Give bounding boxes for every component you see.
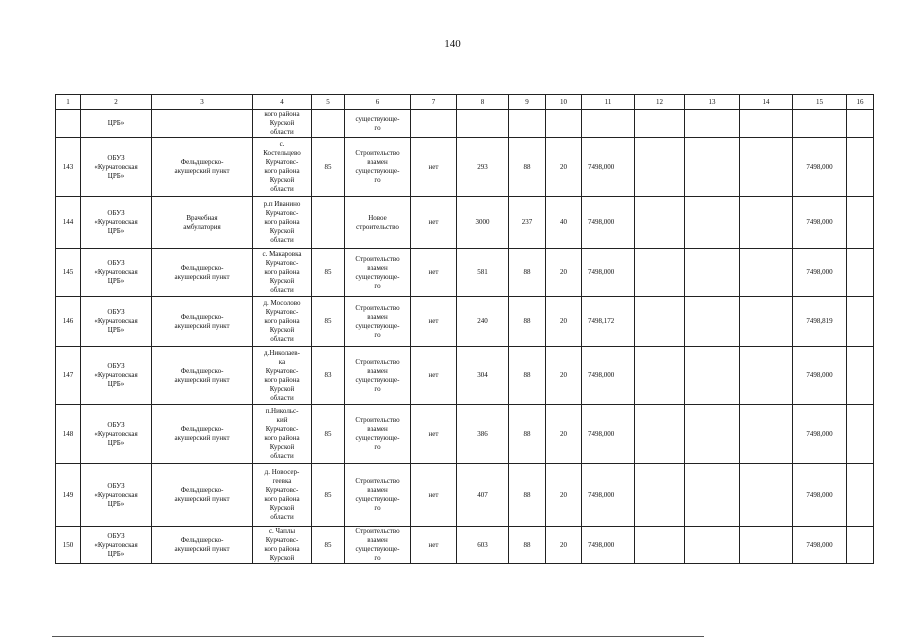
cell-c9: 88 xyxy=(509,464,546,527)
cell-c11: 7498,000 xyxy=(582,464,635,527)
cell-location: кого района Курской области xyxy=(253,110,312,138)
header-cell: 16 xyxy=(847,95,874,110)
cell-facility: Фельдшерско- акушерский пункт xyxy=(152,464,253,527)
table-row xyxy=(56,347,874,405)
cell-c12 xyxy=(635,464,685,527)
header-cell: 15 xyxy=(793,95,847,110)
cell-org: ОБУЗ «Курчатовская ЦРБ» xyxy=(81,297,152,347)
header-row xyxy=(56,95,874,110)
cell-work: Строительство взамен существующе- го xyxy=(345,464,411,527)
header-cell: 4 xyxy=(253,95,312,110)
cell-org: ОБУЗ «Курчатовская ЦРБ» xyxy=(81,197,152,249)
cell-c7: нет xyxy=(411,347,457,405)
cell-org: ОБУЗ «Курчатовская ЦРБ» xyxy=(81,249,152,297)
cell-c8 xyxy=(457,110,509,138)
bottom-rule xyxy=(52,636,704,637)
table-body xyxy=(56,95,874,564)
cell-c15: 7498,819 xyxy=(793,297,847,347)
cell-c12 xyxy=(635,197,685,249)
cell-c7: нет xyxy=(411,527,457,564)
cell-c15: 7498,000 xyxy=(793,527,847,564)
cell-location: п.Никольс- кий Курчатовс- кого района Курской области xyxy=(253,405,312,464)
cell-facility: Фельдшерско- акушерский пункт xyxy=(152,249,253,297)
cell-c5 xyxy=(312,197,345,249)
cell-c15: 7498,000 xyxy=(793,249,847,297)
cell-location: д. Новосер- геевка Курчатовс- кого района Курской области xyxy=(253,464,312,527)
table-row xyxy=(56,249,874,297)
cell-c7: нет xyxy=(411,297,457,347)
cell-c8: 407 xyxy=(457,464,509,527)
cell-c7 xyxy=(411,110,457,138)
cell-work: Строительство взамен существующе- го xyxy=(345,405,411,464)
header-cell: 13 xyxy=(685,95,740,110)
cell-c11: 7498,000 xyxy=(582,138,635,197)
header-cell: 12 xyxy=(635,95,685,110)
cell-c15: 7498,000 xyxy=(793,347,847,405)
cell-location: д.Николаев- ка Курчатовс- кого района Курской области xyxy=(253,347,312,405)
cell-c12 xyxy=(635,249,685,297)
cell-num: 143 xyxy=(56,138,81,197)
cell-c10: 20 xyxy=(546,405,582,464)
cell-org: ОБУЗ «Курчатовская ЦРБ» xyxy=(81,347,152,405)
cell-c7: нет xyxy=(411,138,457,197)
cell-c15 xyxy=(793,110,847,138)
header-cell: 3 xyxy=(152,95,253,110)
table-row xyxy=(56,527,874,564)
table-row xyxy=(56,464,874,527)
cell-c15: 7498,000 xyxy=(793,464,847,527)
cell-num: 150 xyxy=(56,527,81,564)
cell-c10: 20 xyxy=(546,297,582,347)
cell-c15: 7498,000 xyxy=(793,405,847,464)
header-cell: 1 xyxy=(56,95,81,110)
cell-work: Строительство взамен существующе- го xyxy=(345,249,411,297)
cell-c16 xyxy=(847,464,874,527)
table-row xyxy=(56,138,874,197)
cell-c9: 237 xyxy=(509,197,546,249)
cell-c7: нет xyxy=(411,249,457,297)
header-cell: 14 xyxy=(740,95,793,110)
cell-c13 xyxy=(685,197,740,249)
cell-location: с. Макаровка Курчатовс- кого района Курской области xyxy=(253,249,312,297)
cell-c8: 603 xyxy=(457,527,509,564)
cell-num: 148 xyxy=(56,405,81,464)
header-cell: 2 xyxy=(81,95,152,110)
cell-location: р.п Иванино Курчатовс- кого района Курской области xyxy=(253,197,312,249)
cell-c10: 20 xyxy=(546,347,582,405)
cell-work: Строительство взамен существующе- го xyxy=(345,297,411,347)
cell-c10 xyxy=(546,110,582,138)
cell-facility xyxy=(152,110,253,138)
cell-c5: 85 xyxy=(312,249,345,297)
cell-c8: 3000 xyxy=(457,197,509,249)
header-cell: 11 xyxy=(582,95,635,110)
cell-c14 xyxy=(740,249,793,297)
cell-c9: 88 xyxy=(509,249,546,297)
table-row xyxy=(56,197,874,249)
cell-org: ОБУЗ «Курчатовская ЦРБ» xyxy=(81,527,152,564)
cell-c14 xyxy=(740,527,793,564)
cell-c9: 88 xyxy=(509,297,546,347)
cell-c15: 7498,000 xyxy=(793,197,847,249)
cell-c11: 7498,000 xyxy=(582,527,635,564)
cell-c8: 293 xyxy=(457,138,509,197)
cell-c5: 85 xyxy=(312,297,345,347)
cell-c9: 88 xyxy=(509,347,546,405)
cell-c5: 83 xyxy=(312,347,345,405)
cell-c7: нет xyxy=(411,197,457,249)
cell-c12 xyxy=(635,138,685,197)
cell-c11: 7498,000 xyxy=(582,197,635,249)
cell-facility: Фельдшерско- акушерский пункт xyxy=(152,527,253,564)
header-cell: 8 xyxy=(457,95,509,110)
cell-num: 144 xyxy=(56,197,81,249)
cell-c11: 7498,172 xyxy=(582,297,635,347)
cell-c12 xyxy=(635,297,685,347)
cell-c14 xyxy=(740,464,793,527)
cell-c11: 7498,000 xyxy=(582,249,635,297)
cell-c13 xyxy=(685,405,740,464)
cell-c7: нет xyxy=(411,464,457,527)
cell-c13 xyxy=(685,249,740,297)
cell-c10: 20 xyxy=(546,249,582,297)
cell-work: Новое строительство xyxy=(345,197,411,249)
cell-c12 xyxy=(635,527,685,564)
cell-c5: 85 xyxy=(312,527,345,564)
header-cell: 6 xyxy=(345,95,411,110)
cell-c16 xyxy=(847,527,874,564)
cell-c13 xyxy=(685,110,740,138)
cell-location: д. Мосолово Курчатовс- кого района Курской области xyxy=(253,297,312,347)
cell-work: Строительство взамен существующе- го xyxy=(345,527,411,564)
cell-c16 xyxy=(847,110,874,138)
cell-c16 xyxy=(847,297,874,347)
header-cell: 5 xyxy=(312,95,345,110)
cell-c10: 40 xyxy=(546,197,582,249)
cell-c5: 85 xyxy=(312,138,345,197)
cell-c5: 85 xyxy=(312,405,345,464)
cell-c12 xyxy=(635,347,685,405)
cell-c7: нет xyxy=(411,405,457,464)
cell-c16 xyxy=(847,138,874,197)
cell-c11: 7498,000 xyxy=(582,405,635,464)
cell-c13 xyxy=(685,347,740,405)
cell-num: 145 xyxy=(56,249,81,297)
cell-work: Строительство взамен существующе- го xyxy=(345,138,411,197)
cell-facility: Фельдшерско- акушерский пункт xyxy=(152,138,253,197)
cell-c8: 240 xyxy=(457,297,509,347)
cell-c13 xyxy=(685,138,740,197)
cell-c14 xyxy=(740,197,793,249)
cell-c11 xyxy=(582,110,635,138)
cell-facility: Фельдшерско- акушерский пункт xyxy=(152,297,253,347)
cell-c10: 20 xyxy=(546,138,582,197)
cell-c12 xyxy=(635,405,685,464)
cell-c9: 88 xyxy=(509,405,546,464)
cell-c11: 7498,000 xyxy=(582,347,635,405)
cell-c12 xyxy=(635,110,685,138)
cell-org: ОБУЗ «Курчатовская ЦРБ» xyxy=(81,464,152,527)
cell-num: 149 xyxy=(56,464,81,527)
cell-c13 xyxy=(685,297,740,347)
cell-location: с. Костельцево Курчатовс- кого района Курской области xyxy=(253,138,312,197)
header-cell: 7 xyxy=(411,95,457,110)
cell-c8: 304 xyxy=(457,347,509,405)
cell-num: 147 xyxy=(56,347,81,405)
cell-work: существующе- го xyxy=(345,110,411,138)
cell-c10: 20 xyxy=(546,527,582,564)
table-row xyxy=(56,405,874,464)
cell-c14 xyxy=(740,297,793,347)
cell-c14 xyxy=(740,405,793,464)
cell-facility: Фельдшерско- акушерский пункт xyxy=(152,347,253,405)
table-row xyxy=(56,297,874,347)
cell-c8: 386 xyxy=(457,405,509,464)
cell-c15: 7498,000 xyxy=(793,138,847,197)
data-table xyxy=(55,94,874,564)
cell-org: ОБУЗ «Курчатовская ЦРБ» xyxy=(81,405,152,464)
cell-c14 xyxy=(740,110,793,138)
cell-c9: 88 xyxy=(509,527,546,564)
cell-c16 xyxy=(847,197,874,249)
cell-org: ОБУЗ «Курчатовская ЦРБ» xyxy=(81,138,152,197)
cell-c16 xyxy=(847,405,874,464)
cell-c13 xyxy=(685,527,740,564)
page-number: 140 xyxy=(444,38,461,50)
cell-c14 xyxy=(740,347,793,405)
cell-c5: 85 xyxy=(312,464,345,527)
cell-c10: 20 xyxy=(546,464,582,527)
cell-c9 xyxy=(509,110,546,138)
cell-facility: Фельдшерско- акушерский пункт xyxy=(152,405,253,464)
cell-num xyxy=(56,110,81,138)
cell-c14 xyxy=(740,138,793,197)
header-cell: 10 xyxy=(546,95,582,110)
cell-facility: Врачебная амбулатория xyxy=(152,197,253,249)
cell-work: Строительство взамен существующе- го xyxy=(345,347,411,405)
cell-c13 xyxy=(685,464,740,527)
cell-org: ЦРБ» xyxy=(81,110,152,138)
continuation-row xyxy=(56,110,874,138)
cell-c16 xyxy=(847,347,874,405)
cell-c8: 581 xyxy=(457,249,509,297)
cell-c5 xyxy=(312,110,345,138)
cell-location: с. Чаплы Курчатовс- кого района Курской xyxy=(253,527,312,564)
cell-c16 xyxy=(847,249,874,297)
header-cell: 9 xyxy=(509,95,546,110)
cell-num: 146 xyxy=(56,297,81,347)
cell-c9: 88 xyxy=(509,138,546,197)
